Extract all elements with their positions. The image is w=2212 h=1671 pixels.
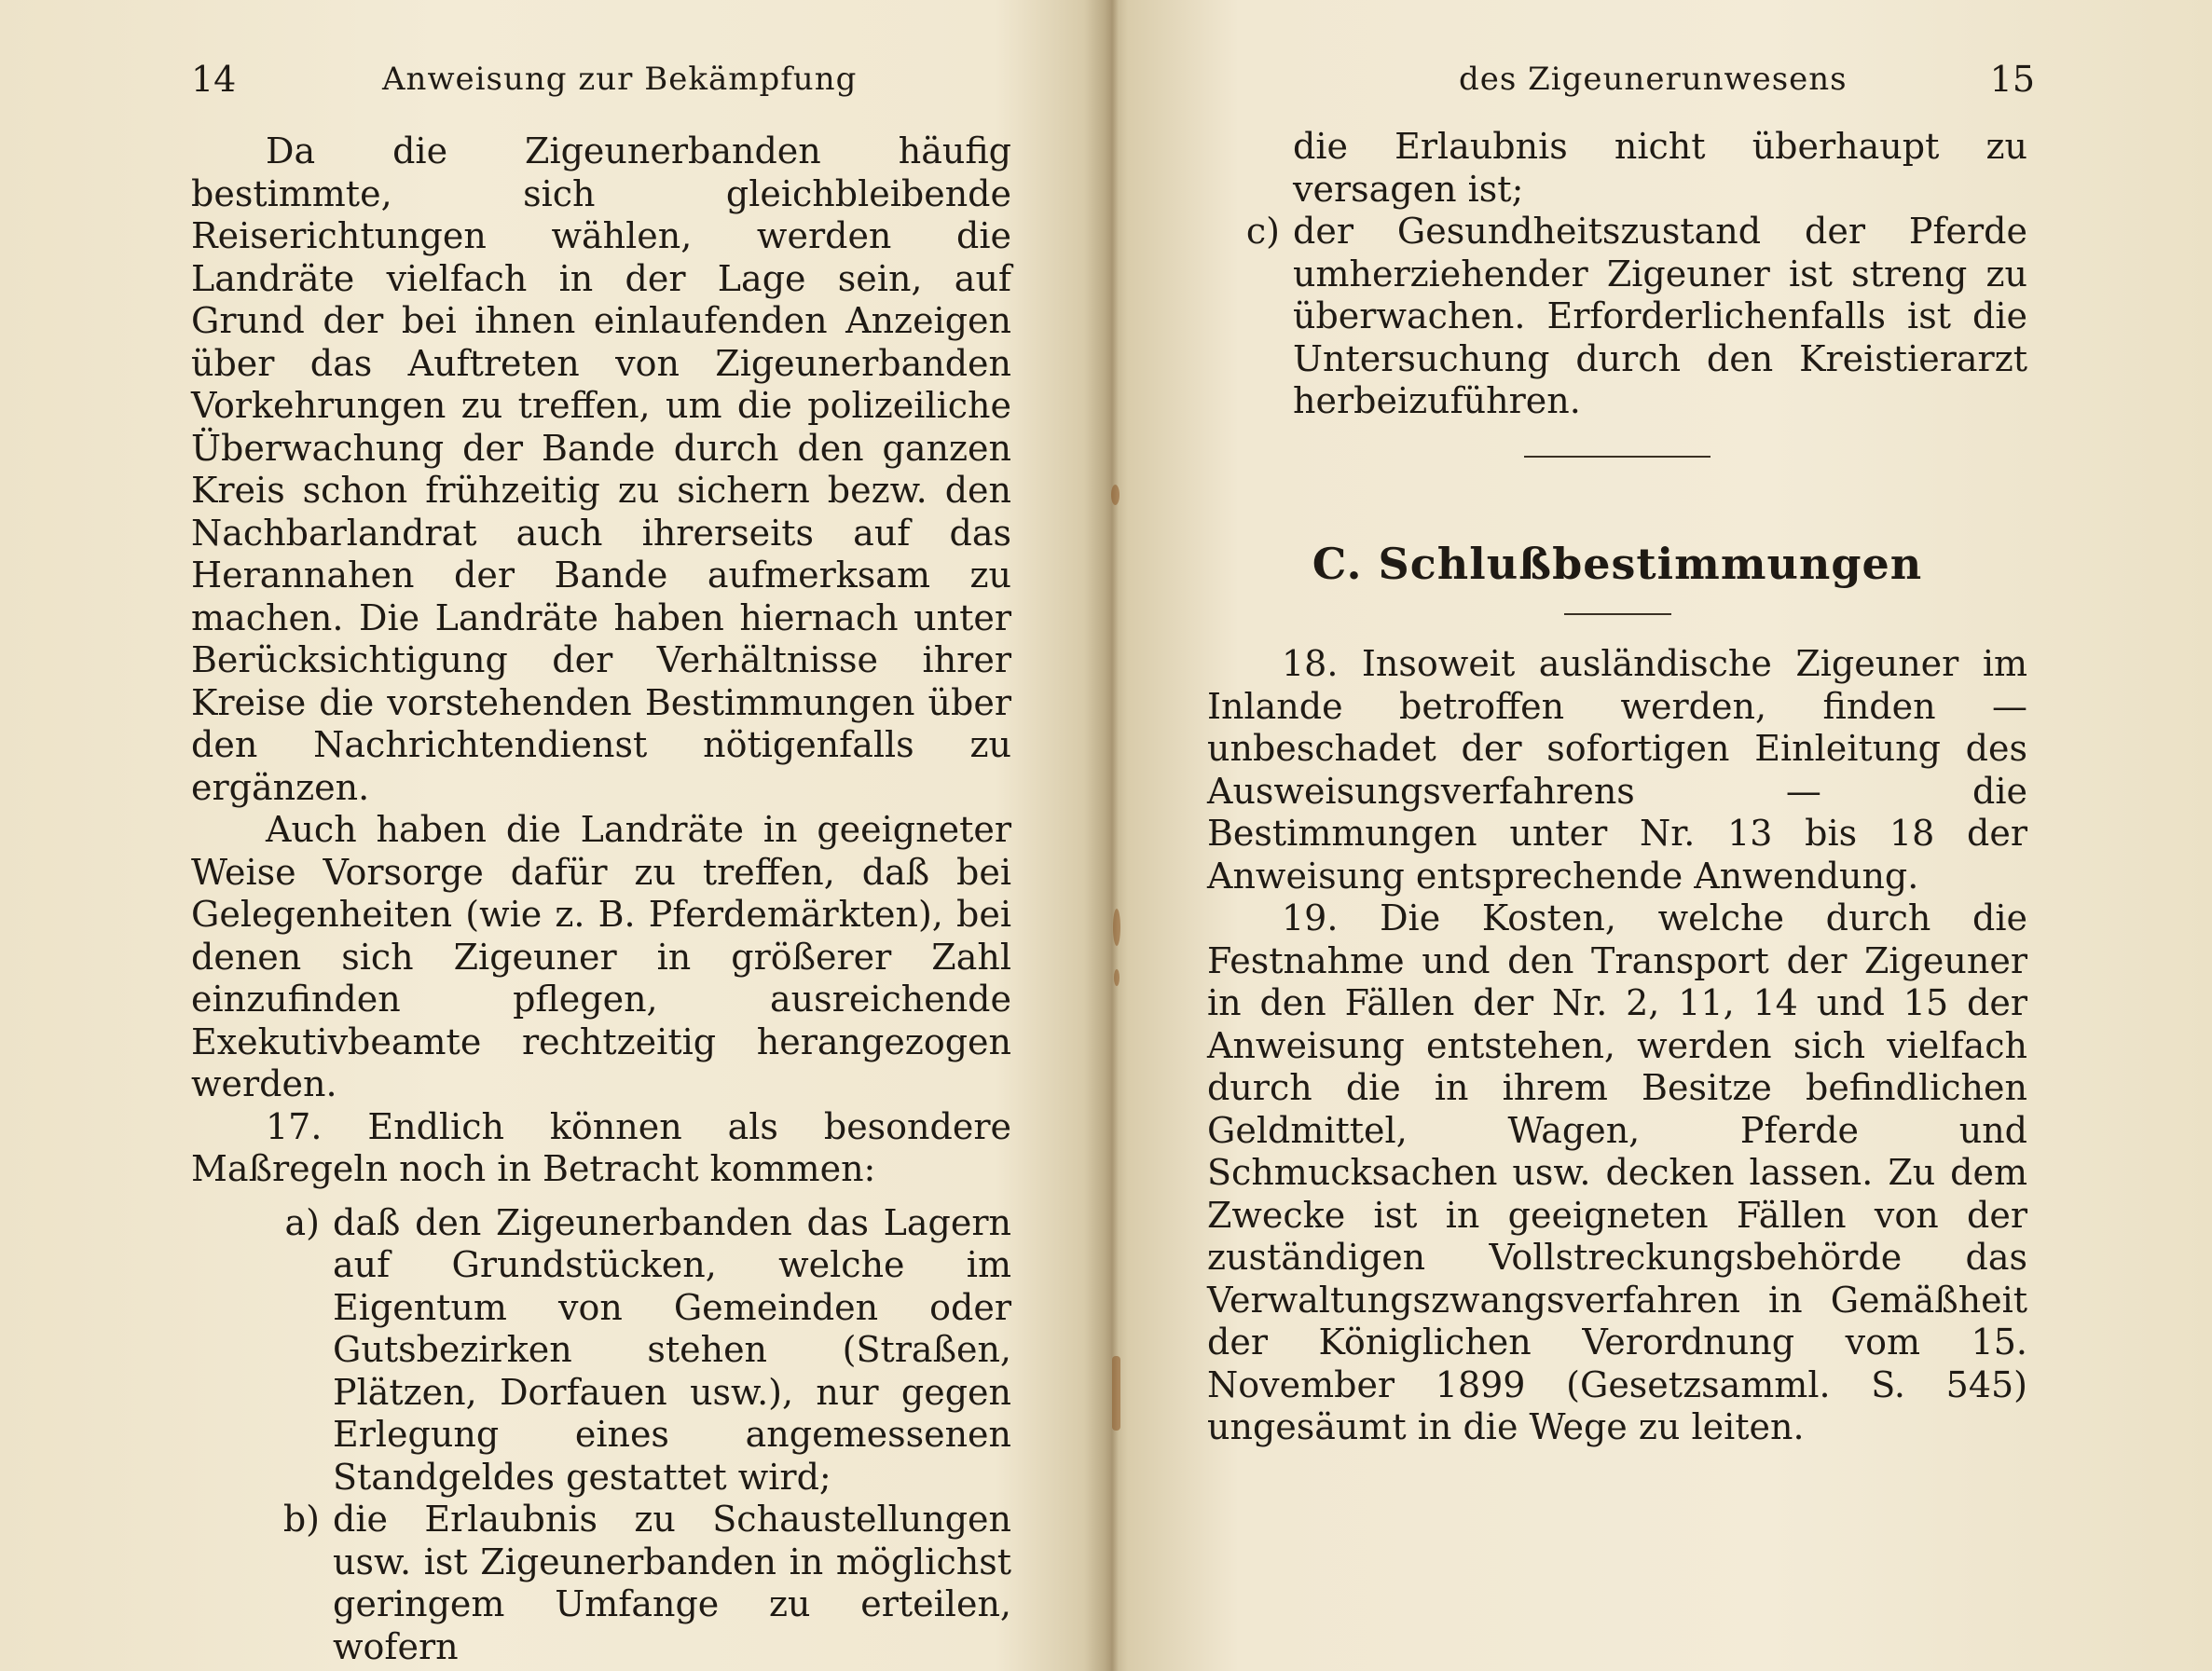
- paragraph: Auch haben die Landräte in geeigneter Weise Vorsorge dafür zu treffen, daß bei Gelegenheiten (wie z. B. Pferdemärkten), bei denen sich Zigeuner in größerer Zahl einzufinden pflegen, ausreichende Exekutivbeamte rechtzeitig herangezogen werden.: [191, 809, 1011, 1104]
- right-page-header: [1207, 51, 2035, 107]
- list-item: [1207, 211, 2027, 423]
- list-item-label: b): [282, 1499, 320, 1540]
- right-page-body: [1207, 126, 2027, 1449]
- left-page-body: [191, 130, 1011, 1668]
- page-number: 14: [191, 59, 237, 100]
- running-head: des Zigeunerunwesens: [1459, 61, 1848, 98]
- page-number: 15: [1989, 59, 2035, 100]
- list-item-text: der Gesundheitszustand der Pferde umherziehender Zigeuner ist streng zu überwachen. Erforderlichenfalls ist die Untersuchung durch den Kreistierarzt herbeizuführen.: [1293, 211, 2027, 421]
- paragraph: Da die Zigeunerbanden häufig bestimmte, sich gleichbleibende Reiserichtungen wählen, werden die Landräte vielfach in der Lage sein, auf Grund der bei ihnen einlaufenden Anzeigen über das Auftreten von Zigeunerbanden Vorkehrungen zu treffen, um die polizeiliche Überwachung der Bande durch den ganzen Kreis schon frühzeitig zu sichern bezw. den Nachbarlandrat auch ihrerseits auf das Herannahen der Bande aufmerksam zu machen. Die Landräte haben hiernach unter Berücksichtigung der Verhältnisse ihrer Kreise die vorstehenden Bestimmungen über den Nachrichtendienst nötigenfalls zu ergänzen.: [191, 130, 1011, 808]
- list-item-text: die Erlaubnis nicht überhaupt zu versagen ist;: [1293, 126, 2027, 210]
- measures-list: [247, 1202, 1011, 1669]
- list-item: [247, 1499, 1011, 1668]
- paper-stain: [1111, 485, 1120, 505]
- divider-rule: [1564, 613, 1671, 615]
- list-item: [247, 1202, 1011, 1500]
- paragraph: 19. Die Kosten, welche durch die Festnahme und den Transport der Zigeuner in den Fällen der Nr. 2, 11, 14 und 15 der Anweisung entstehen, werden sich vielfach durch die in ihrem Besitze befindlichen Geldmittel, Wagen, Pferde und Schmucksachen usw. decken lassen. Zu dem Zwecke ist in geeigneten Fällen von der zuständigen Vollstreckungsbehörde das Verwaltungszwangsverfahren in Gemäßheit der Königlichen Verordnung vom 15. November 1899 (Gesetzsamml. S. 545) ungesäumt in die Wege zu leiten.: [1207, 897, 2027, 1447]
- section-title: C. Schlußbestimmungen: [1312, 538, 1923, 589]
- paper-stain: [1113, 909, 1120, 946]
- list-item-text: daß den Zigeunerbanden das Lagern auf Grundstücken, welche im Eigentum von Gemeinden oder Gutsbezirken stehen (Straßen, Plätzen, Dorfauen usw.), nur gegen Erlegung eines angemessenen Standgeldes gestattet wird;: [333, 1201, 1011, 1498]
- list-item-label: c): [1245, 211, 1280, 252]
- running-head: Anweisung zur Bekämpfung: [382, 61, 858, 98]
- right-page: [1207, 0, 2035, 1671]
- list-item-label: a): [284, 1201, 320, 1243]
- paragraph: 18. Insoweit ausländische Zigeuner im Inlande betroffen werden, finden — unbeschadet der sofortigen Einleitung des Ausweisungsverfahrens — die Bestimmungen unter Nr. 13 bis 18 der Anweisung entsprechende Anwendung.: [1207, 643, 2027, 897]
- paragraph: 17. Endlich können als besondere Maßregeln noch in Betracht kommen:: [191, 1105, 1011, 1189]
- measures-list: [1207, 211, 2027, 423]
- list-item-continuation: [1207, 126, 2027, 211]
- list-item-text: die Erlaubnis zu Schaustellungen usw. ist Zigeunerbanden in möglichst geringem Umfange zu erteilen, wofern: [333, 1499, 1011, 1667]
- paper-stain: [1114, 969, 1120, 986]
- divider-rule: [1524, 456, 1711, 458]
- left-page: [191, 0, 1011, 1671]
- paper-stain: [1112, 1356, 1120, 1431]
- left-page-header: [191, 51, 1011, 107]
